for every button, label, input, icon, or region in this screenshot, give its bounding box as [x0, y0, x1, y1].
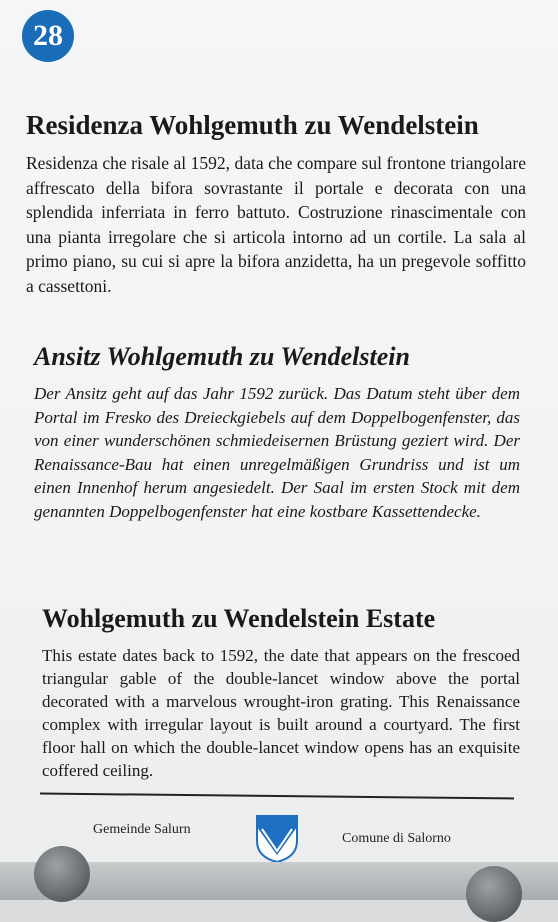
german-body: Der Ansitz geht auf das Jahr 1592 zurück. Das Datum steht über dem Portal im Fresko des Dreieckgiebels auf dem Doppelbogenfenster, das von einer wunderschönen schmiedeisernen Brüstung geziert wird. Der Renaissance-Bau hat einen unregelmäßigen Grundriss und ist um einen Innenhof herum angesiedelt. Der Saal im ersten Stock mit dem genannten Doppelbogenfenster hat eine kostbare Kassettendecke. — [34, 384, 520, 521]
footer-municipality-italian: Comune di Salorno — [342, 831, 451, 846]
footer-municipality-german: Gemeinde Salurn — [93, 822, 191, 837]
coat-of-arms-icon — [256, 815, 298, 863]
divider-line — [40, 793, 514, 800]
german-title: Ansitz Wohlgemuth zu Wendelstein — [34, 342, 410, 371]
italian-body: Residenza che risale al 1592, data che compare sul frontone triangolare affrescato della bifora sovrastante il portale e decorata con una splendida inferriata in ferro battuto. Costruzione rinascimentale con una pianta irregolare che si articola intorno ad un cortile. La sala al primo piano, su cui si apre la bifora anzidetta, ha un pregevole soffitto a cassettoni. — [26, 153, 526, 296]
mounting-bolt-right — [466, 866, 522, 922]
italian-title: Residenza Wohlgemuth zu Wendelstein — [26, 110, 479, 140]
english-title: Wohlgemuth zu Wendelstein Estate — [42, 604, 436, 633]
english-section — [42, 604, 520, 782]
italian-section — [26, 110, 526, 298]
sign-number-badge: 28 — [22, 10, 74, 62]
english-body: This estate dates back to 1592, the date that appears on the frescoed triangular gable of the double-lancet window above the portal decorated with a marvelous wrought-iron grating. This Renaissance complex with irregular layout is built around a courtyard. The first floor hall on which the double-lancet window opens has an exquisite coffered ceiling. — [42, 646, 520, 780]
mounting-bolt-left — [34, 846, 90, 902]
german-section — [34, 342, 520, 523]
